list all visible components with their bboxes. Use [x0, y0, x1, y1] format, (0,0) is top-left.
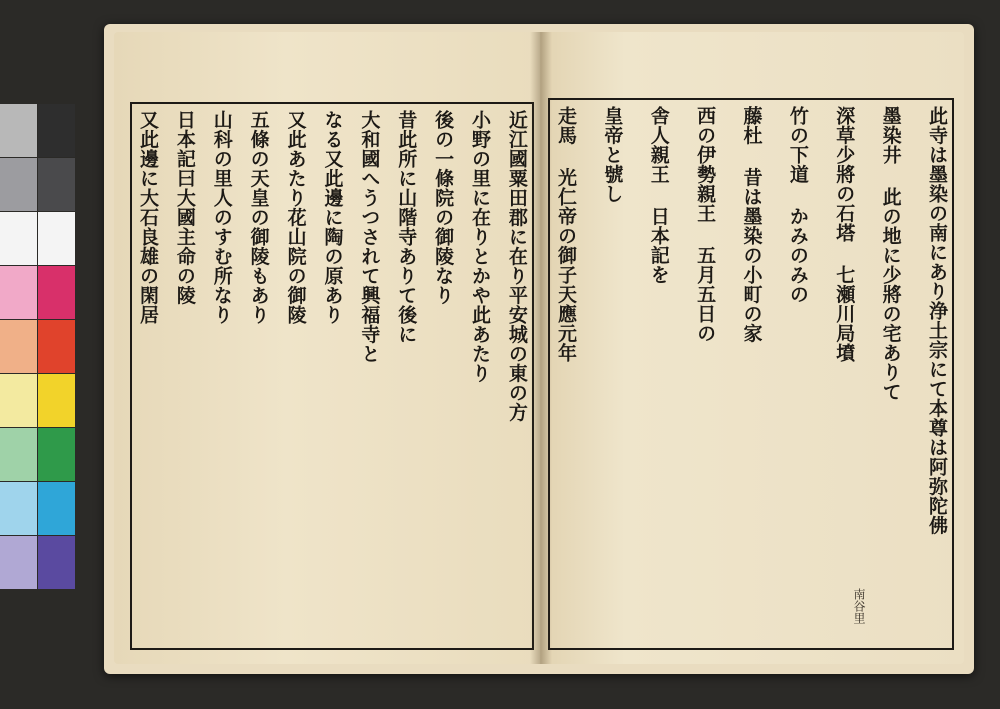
right-page	[540, 32, 964, 664]
text-column: 走馬 光仁帝の御子天應元年	[555, 106, 577, 363]
text-column: 舎人親王 日本記を	[647, 106, 670, 285]
text-column: 藤杜 昔は墨染の小町の家	[740, 106, 763, 343]
text-column: 此寺は墨染の南にあり浄土宗にて本尊は阿弥陀佛	[926, 106, 948, 535]
text-column: 墨染井 此の地に少將の宅ありて	[879, 106, 902, 402]
text-column: 日本記曰大國主命の陵	[173, 110, 196, 305]
text-column: 五條の天皇の御陵もあり	[247, 110, 270, 325]
calibration-patch	[38, 374, 75, 427]
text-column: 近江國粟田郡に在り平安城の東の方	[505, 110, 528, 422]
calibration-patch	[0, 428, 37, 481]
color-calibration-strip	[0, 104, 78, 589]
text-column: 昔此所に山階寺ありて後に	[395, 110, 418, 344]
left-page	[114, 32, 544, 664]
text-column: 後の一條院の御陵なり	[432, 110, 455, 305]
calibration-patch	[0, 104, 37, 157]
book-gutter	[530, 32, 552, 664]
left-page-text-columns	[138, 110, 526, 642]
calibration-patch	[38, 104, 75, 157]
calibration-patch	[38, 482, 75, 535]
calibration-patch	[38, 428, 75, 481]
text-column: 山科の里人のすむ所なり	[210, 110, 233, 325]
text-column: 又此邊に大石良雄の閑居	[137, 110, 159, 325]
text-column: 皇帝と號し	[601, 106, 624, 204]
right-page-text-columns	[556, 106, 946, 642]
text-column: 小野の里に在りとかや此あたり	[469, 110, 492, 383]
text-column: 竹の下道 かみのみの	[786, 106, 809, 304]
text-column: 深草少將の石塔 七瀬川局墳	[833, 106, 856, 363]
right-page-text-frame	[548, 98, 954, 650]
calibration-patch	[0, 320, 37, 373]
left-page-text-frame	[130, 102, 534, 650]
calibration-patch	[38, 320, 75, 373]
text-column: なる又此邊に陶の原あり	[321, 110, 344, 325]
calibration-patch	[0, 482, 37, 535]
calibration-patch	[38, 536, 75, 589]
calibration-patch	[38, 158, 75, 211]
calibration-patch	[0, 158, 37, 211]
calibration-patch	[0, 536, 37, 589]
open-book	[104, 24, 974, 674]
text-column: 大和國へうつされて興福寺と	[358, 110, 381, 364]
text-column: 又此あたり花山院の御陵	[284, 110, 307, 325]
text-column: 西の伊勢親王 五月五日の	[694, 106, 717, 343]
calibration-patch	[0, 374, 37, 427]
calibration-patch	[38, 266, 75, 319]
calibration-patch	[0, 266, 37, 319]
calibration-patch	[0, 212, 37, 265]
calibration-patch	[38, 212, 75, 265]
page-seal: 南谷里	[852, 588, 866, 624]
